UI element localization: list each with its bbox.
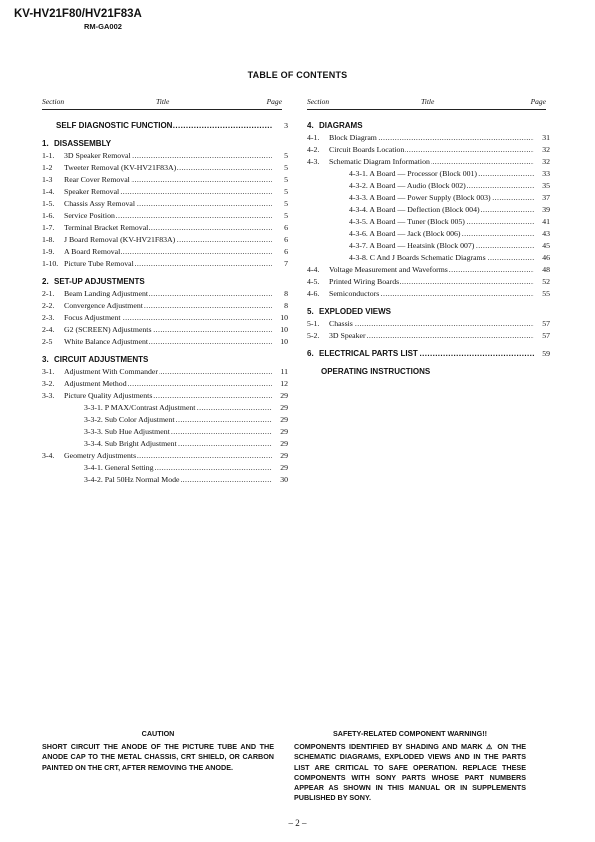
entry-title: Chassis [329, 319, 353, 328]
page-ref: 37 [542, 193, 550, 202]
entry-title: 4-3-8. C And J Boards Schematic Diagrams [349, 253, 486, 262]
toc-entry [307, 240, 550, 252]
toc-entry [42, 450, 288, 462]
toc-entry [42, 438, 288, 450]
toc-entry [42, 324, 288, 336]
entry-number: 4-3. [307, 157, 320, 166]
toc-entry [307, 132, 550, 144]
entry-title: Tweeter Removal (KV-HV21F83A) [64, 163, 177, 172]
page-ref: 5 [284, 187, 288, 196]
page-ref: 5 [284, 211, 288, 220]
entry-title: SET-UP ADJUSTMENTS [54, 277, 145, 286]
toc-section-heading [307, 348, 550, 360]
entry-title: 3D Speaker Removal [64, 151, 131, 160]
toc-entry [42, 300, 288, 312]
caution-title: CAUTION [141, 729, 175, 738]
entry-number: 3-2. [42, 379, 55, 388]
toc-entry [307, 330, 550, 342]
page-label: Page [266, 97, 282, 106]
entry-title: 4-3-6. A Board — Jack (Block 006) [349, 229, 461, 238]
page-ref: 55 [542, 289, 550, 298]
toc-entry [42, 234, 288, 246]
toc-entry [42, 462, 288, 474]
entry-title: G2 (SCREEN) Adjustments [64, 325, 152, 334]
toc-entry [307, 180, 550, 192]
toc-entry [42, 366, 288, 378]
toc-entry [42, 288, 288, 300]
toc-entry [42, 198, 288, 210]
page-ref: 5 [284, 199, 288, 208]
entry-number: 1-1. [42, 151, 55, 160]
toc-entry [307, 252, 550, 264]
entry-title: 3-3-3. Sub Hue Adjustment [84, 427, 170, 436]
toc-entry [42, 474, 288, 486]
page-ref: 41 [542, 217, 550, 226]
right-column-header [307, 97, 546, 110]
safety-warning-title: SAFETY-RELATED COMPONENT WARNING!! [333, 729, 487, 738]
toc-entry [307, 204, 550, 216]
entry-title: Block Diagram [329, 133, 377, 142]
page-ref: 6 [284, 235, 288, 244]
entry-title: 4-3-2. A Board — Audio (Block 002) [349, 181, 466, 190]
page-ref: 57 [542, 331, 550, 340]
toc-entry [42, 426, 288, 438]
section-label: Section [307, 97, 330, 106]
toc-entry [307, 228, 550, 240]
entry-title: Printed Wiring Boards [329, 277, 400, 286]
entry-number: 3-3. [42, 391, 55, 400]
entry-title: 3-3-2. Sub Color Adjustment [84, 415, 175, 424]
toc-section-heading [307, 120, 550, 132]
page-ref: 39 [542, 205, 550, 214]
toc-entry [42, 246, 288, 258]
entry-number: 1-2 [42, 163, 53, 172]
right-toc-column [307, 120, 550, 378]
entry-number: 5-2. [307, 331, 320, 340]
section-label: Section [42, 97, 65, 106]
page-ref: 46 [542, 253, 550, 262]
page-ref: 48 [542, 265, 550, 274]
dot-leader [329, 318, 534, 330]
page-ref: 8 [284, 289, 288, 298]
toc-entry [42, 186, 288, 198]
entry-title: 4-3-1. A Board — Processor (Block 001) [349, 169, 477, 178]
toc-section-heading [307, 306, 550, 318]
entry-number: 5. [307, 307, 314, 316]
entry-number: 1. [42, 139, 49, 148]
toc-entry [42, 414, 288, 426]
toc-entry [307, 168, 550, 180]
entry-title: Adjustment Method [64, 379, 127, 388]
entry-number: 1-6. [42, 211, 55, 220]
entry-title: A Board Removal [64, 247, 121, 256]
entry-title: Picture Quality Adjustments [64, 391, 153, 400]
entry-title: 3-3-1. P MAX/Contrast Adjustment [84, 403, 196, 412]
entry-title: 4-3-7. A Board — Heatsink (Block 007) [349, 241, 475, 250]
entry-number: 1-4. [42, 187, 55, 196]
entry-number: 4-4. [307, 265, 320, 274]
page-ref: 10 [280, 325, 288, 334]
page-ref: 43 [542, 229, 550, 238]
left-column-header [42, 97, 282, 110]
entry-title: Adjustment With Commander [64, 367, 158, 376]
page-ref: 8 [284, 301, 288, 310]
entry-number: 4. [307, 121, 314, 130]
page-label: Page [530, 97, 546, 106]
page-ref: 32 [542, 157, 550, 166]
title-label: Title [421, 97, 435, 106]
entry-number: 1-10. [42, 259, 59, 268]
toc-entry [307, 276, 550, 288]
entry-number: 1-5. [42, 199, 55, 208]
page-ref: 10 [280, 337, 288, 346]
page-ref: 5 [284, 151, 288, 160]
page-ref: 7 [284, 259, 288, 268]
entry-title: 3-4-1. General Setting [84, 463, 154, 472]
entry-number: 5-1. [307, 319, 320, 328]
entry-title: Speaker Removal [64, 187, 120, 196]
entry-title: 4-3-3. A Board — Power Supply (Block 003) [349, 193, 491, 202]
page-ref: 32 [542, 145, 550, 154]
toc-entry [42, 378, 288, 390]
page-ref: 31 [542, 133, 550, 142]
page-ref: 6 [284, 247, 288, 256]
toc-section-heading [42, 354, 288, 366]
entry-title: OPERATING INSTRUCTIONS [321, 367, 431, 376]
entry-number: 1-9. [42, 247, 55, 256]
entry-number: 2. [42, 277, 49, 286]
entry-title: ELECTRICAL PARTS LIST [319, 349, 418, 358]
page-ref: 57 [542, 319, 550, 328]
entry-title: 4-3-5. A Board — Tuner (Block 005) [349, 217, 465, 226]
page-ref: 10 [280, 313, 288, 322]
entry-title: Chassis Assy Removal [64, 199, 136, 208]
entry-number: 1-3 [42, 175, 53, 184]
page-ref: 29 [280, 451, 288, 460]
entry-title: 3-4-2. Pal 50Hz Normal Mode [84, 475, 180, 484]
entry-title: CIRCUIT ADJUSTMENTS [54, 355, 149, 364]
toc-entry [42, 150, 288, 162]
toc-section-heading [42, 120, 288, 132]
toc-entry [42, 222, 288, 234]
page-ref: 30 [280, 475, 288, 484]
page-ref: 5 [284, 163, 288, 172]
toc-entry [42, 402, 288, 414]
toc-entry [307, 288, 550, 300]
page-ref: 29 [280, 403, 288, 412]
entry-number: 2-1. [42, 289, 55, 298]
entry-title: Convergence Adjustment [64, 301, 143, 310]
entry-number: 4-1. [307, 133, 320, 142]
left-toc-column [42, 120, 288, 486]
entry-title: Focus Adjustment [64, 313, 121, 322]
entry-title: EXPLODED VIEWS [319, 307, 392, 316]
page-ref: 3 [284, 121, 288, 130]
toc-entry [307, 192, 550, 204]
toc-entry [307, 318, 550, 330]
toc-entry [307, 144, 550, 156]
toc-entry [42, 336, 288, 348]
page-ref: 5 [284, 175, 288, 184]
entry-title: White Balance Adjustment [64, 337, 149, 346]
toc-entry [307, 156, 550, 168]
entry-title: DISASSEMBLY [54, 139, 112, 148]
toc-section-heading [42, 138, 288, 150]
toc-entry [307, 216, 550, 228]
entry-number: 2-5 [42, 337, 53, 346]
entry-title: Picture Tube Removal [64, 259, 134, 268]
entry-title: Voltage Measurement and Waveforms [329, 265, 448, 274]
entry-number: 6. [307, 349, 314, 358]
entry-title: Geometry Adjustments [64, 451, 137, 460]
entry-title: J Board Removal (KV-HV21F83A) [64, 235, 176, 244]
entry-number: 2-3. [42, 313, 55, 322]
entry-title: Rear Cover Removal [64, 175, 130, 184]
entry-title: Terminal Bracket Removal [64, 223, 149, 232]
entry-title: SELF DIAGNOSTIC FUNCTION [56, 121, 173, 130]
page-number: – 2 – [288, 818, 307, 828]
entry-number: 2-2. [42, 301, 55, 310]
remote-model: RM-GA002 [84, 22, 122, 31]
page-ref: 29 [280, 439, 288, 448]
page-ref: 29 [280, 391, 288, 400]
toc-section-heading [42, 276, 288, 288]
page-ref: 52 [542, 277, 550, 286]
entry-title: Service Position [64, 211, 115, 220]
entry-title: Beam Landing Adjustment [64, 289, 149, 298]
title-label: Title [156, 97, 170, 106]
entry-number: 3-1. [42, 367, 55, 376]
entry-number: 4-2. [307, 145, 320, 154]
entry-title: 3D Speaker [329, 331, 366, 340]
safety-warning-text: COMPONENTS IDENTIFIED BY SHADING AND MARK ⚠ ON THE SCHEMATIC DIAGRAMS, EXPLODED VIEWS AND IN THE PARTS LIST ARE CRITICAL TO SAFE OPERATION. REPLACE THESE COMPONENTS WITH SONY PARTS WHOSE PART NUMBERS APPEAR AS SHOWN IN THIS MANUAL OR IN SUPPLEMENTS PUBLISHED BY SONY. [294, 742, 526, 803]
entry-number: 2-4. [42, 325, 55, 334]
page-ref: 33 [542, 169, 550, 178]
toc-entry [42, 174, 288, 186]
entry-number: 1-7. [42, 223, 55, 232]
page-ref: 29 [280, 427, 288, 436]
toc-entry [42, 390, 288, 402]
toc-entry [42, 258, 288, 270]
entry-title: DIAGRAMS [319, 121, 363, 130]
entry-number: 4-6. [307, 289, 320, 298]
page-ref: 29 [280, 415, 288, 424]
page-ref: 6 [284, 223, 288, 232]
entry-number: 4-5. [307, 277, 320, 286]
page-title: TABLE OF CONTENTS [247, 70, 348, 80]
toc-entry [42, 162, 288, 174]
entry-title: Semiconductors [329, 289, 380, 298]
toc-entry [307, 264, 550, 276]
toc-entry [42, 312, 288, 324]
model-number: KV-HV21F80/HV21F83A [14, 8, 142, 20]
page-ref: 45 [542, 241, 550, 250]
toc-section-heading [307, 366, 550, 378]
caution-text: SHORT CIRCUIT THE ANODE OF THE PICTURE TUBE AND THE ANODE CAP TO THE METAL CHASSIS, CRT SHIELD, OR CARBON PAINTED ON THE CRT, AFTER REMOVING THE ANODE. [42, 742, 274, 772]
toc-entry [42, 210, 288, 222]
entry-number: 1-8. [42, 235, 55, 244]
entry-title: Schematic Diagram Information [329, 157, 430, 166]
entry-title: Circuit Boards Location [329, 145, 405, 154]
entry-title: 3-3-4. Sub Bright Adjustment [84, 439, 177, 448]
entry-number: 3-4. [42, 451, 55, 460]
page-ref: 11 [280, 367, 288, 376]
entry-number: 3. [42, 355, 49, 364]
page-ref: 35 [542, 181, 550, 190]
entry-title: 4-3-4. A Board — Deflection (Block 004) [349, 205, 480, 214]
page-ref: 59 [542, 349, 550, 358]
page-ref: 29 [280, 463, 288, 472]
page-ref: 12 [280, 379, 288, 388]
